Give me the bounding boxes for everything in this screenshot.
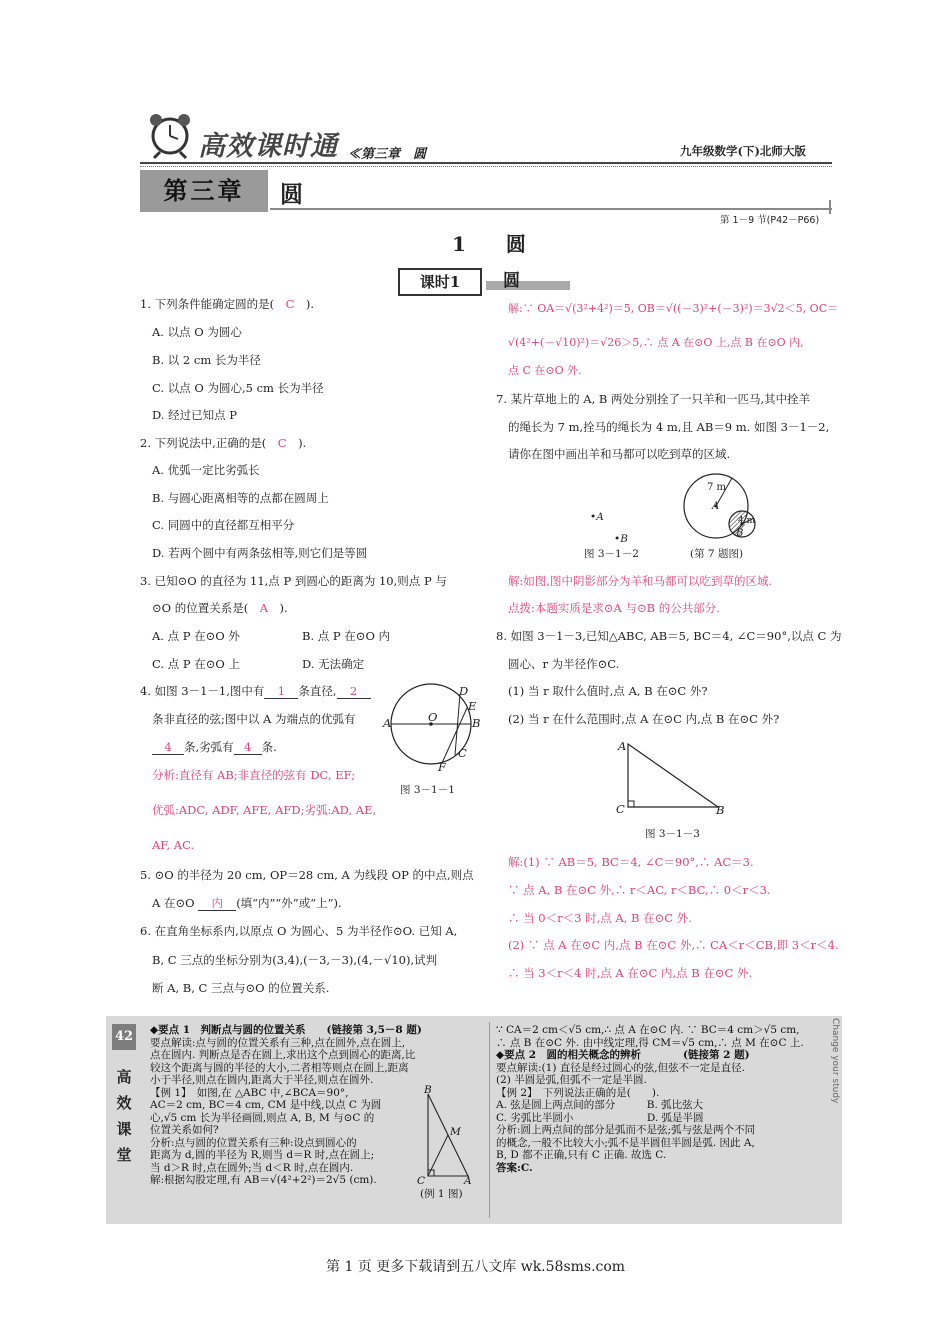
- q2-option-c: C. 同圆中的直径都互相平分: [152, 518, 295, 532]
- fig7-label-a: A: [712, 501, 720, 512]
- q8-line-3: (1) 当 r 取什么值时,点 A, B 在⊙C 外?: [508, 684, 708, 698]
- fig2-point-b: •B: [614, 533, 628, 545]
- fig7-label-b: B: [736, 528, 744, 539]
- sol7-line-1: 解:如图,图中阴影部分为羊和马都可以吃到草的区域.: [508, 574, 773, 588]
- sol6-line-3: 点 C 在⊙O 外.: [508, 364, 582, 377]
- sol8-line-3: ∴ 当 0＜r＜3 时,点 A, B 在⊙C 外.: [508, 911, 692, 925]
- q1-option-d: D. 经过已知点 P: [152, 408, 238, 422]
- side-title-char: 课: [116, 1120, 132, 1138]
- sol8-line-5: ∴ 当 3＜r＜4 时,点 A 在⊙C 内,点 B 在⊙C 外.: [508, 966, 753, 980]
- bottom-right-text: [496, 1024, 822, 1174]
- bb-left-line: 当 d＞R 时,点在圆外;当 d＜R 时,点在圆内.: [150, 1161, 354, 1174]
- q6-line-1: 6. 在直角坐标系内,以原点 O 为圆心、5 为半径作⊙O. 已知 A,: [140, 924, 458, 938]
- q3-option-a: A. 点 P 在⊙O 外: [152, 629, 240, 643]
- sol8-line-2: ∵ 点 A, B 在⊙C 外,∴ r＜AC, r＜BC,∴ 0＜r＜3.: [508, 883, 771, 897]
- bb-right-line: B, D 都不正确,只有 C 正确. 故选 C.: [496, 1149, 667, 1161]
- bb-right-line: 分析:圆上两点间的部分是弧而不是弦;弧与弦是两个不同: [496, 1124, 756, 1136]
- bb-right-line: ∴ 点 B 在⊙C 外. 由中线定理,得 CM＝√5 cm,∴ 点 M 在⊙C 上.: [496, 1036, 804, 1049]
- q4-analysis-1: 分析:直径有 AB;非直径的弦有 DC, EF;: [152, 768, 356, 782]
- q5-line-2: A 在⊙O 内 (填“内”“外”或“上”).: [152, 896, 342, 910]
- q1-option-c: C. 以点 O 为圆心,5 cm 长为半径: [152, 381, 324, 395]
- figure-3-1-3: [622, 740, 724, 812]
- side-title-char: 堂: [116, 1146, 132, 1164]
- bb-left-line: 位置关系如何?: [150, 1124, 219, 1136]
- bb-right-line: 要点解读:(1) 直径是经过圆心的弦,但弦不一定是直径.: [496, 1061, 745, 1074]
- fig1-label-c: C: [458, 746, 467, 760]
- sol8-line-1: 解:(1) ∵ AB＝5, BC＝4, ∠C＝90°,∴ AC＝3.: [508, 855, 754, 869]
- q7-line-2: 的绳长为 7 m,拴马的绳长为 4 m,且 AB＝9 m. 如图 3－1－2,: [508, 420, 830, 434]
- chapter-nav: ≪第三章 圆: [348, 147, 427, 162]
- point2-heading: ◆要点 2 圆的相关概念的辨析 (链接第 2 题): [496, 1049, 750, 1061]
- fig7-label-4m: 4 m: [738, 516, 756, 526]
- q2-stem: 2. 下列说法中,正确的是( C ).: [140, 436, 307, 450]
- q4-line-2: 条非直径的弦;图中以 A 为端点的优弧有: [152, 712, 356, 726]
- ex1-label-m: M: [450, 1126, 461, 1138]
- bb-left-line: 解:根据勾股定理,有 AB＝√(4²+2²)＝2√5 (cm).: [150, 1174, 377, 1186]
- bb-right-line: ∵ CA＝2 cm＜√5 cm,∴ 点 A 在⊙C 内. ∵ BC＝4 cm＞√5 cm,: [496, 1024, 800, 1036]
- header-logo: 高效课时通: [198, 131, 338, 162]
- box-divider: [489, 1022, 490, 1218]
- chapter-underline: [270, 208, 832, 210]
- q3-option-c: C. 点 P 在⊙O 上: [152, 657, 240, 671]
- bb-left-line: 要点解读:点与圆的位置关系有三种,点在圆外,点在圆上,: [150, 1036, 406, 1049]
- page-number: 42: [112, 1024, 136, 1050]
- q2-option-a: A. 优弧一定比劣弧长: [152, 463, 260, 477]
- bb-left-line: 小于半径,则点在圆内,距离大于半径,则点在圆外.: [150, 1074, 374, 1086]
- bb-left-line: AC＝2 cm, BC＝4 cm, CM 是中线,以点 C 为圆: [150, 1099, 382, 1111]
- sol8-line-4: (2) ∵ 点 A 在⊙C 内,点 B 在⊙C 外,∴ CA＜r＜CB,即 3＜r＜4.: [508, 938, 839, 952]
- side-title-char: 效: [116, 1094, 132, 1112]
- point1-heading: ◆要点 1 判断点与圆的位置关系 (链接第 3,5－8 题): [150, 1024, 422, 1036]
- fig2-point-a: •A: [590, 511, 604, 523]
- example2-heading: 【例 2】 下列说法正确的是( ).: [496, 1086, 660, 1099]
- fig1-caption: 图 3－1－1: [400, 784, 455, 796]
- q6-line-3: 断 A, B, C 三点与⊙O 的位置关系.: [152, 981, 330, 995]
- ex1-label-b: B: [424, 1084, 432, 1096]
- fig3-label-a: A: [618, 739, 627, 753]
- vertical-slogan: Change your study: [830, 1018, 840, 1104]
- page-footer: 第 1 页 更多下载请到五八文库 wk.58sms.com: [326, 1259, 626, 1275]
- q1-option-a: A. 以点 O 为圆心: [152, 325, 242, 339]
- answer-line: 答案:C.: [496, 1161, 533, 1174]
- bb-right-line: A. 弦是圆上两点间的部分 B. 弧比弦大: [496, 1099, 704, 1111]
- q4-analysis-3: AF, AC.: [152, 838, 195, 852]
- bb-right-line: C. 劣弧比半圆小 D. 弧是半圆: [496, 1111, 704, 1124]
- q1-option-b: B. 以 2 cm 长为半径: [152, 353, 261, 367]
- bb-left-line: 较这个距离与圆的半径的大小,二者相等则点在圆上,距离: [150, 1061, 409, 1074]
- header-logo-clock-icon: [140, 108, 198, 160]
- header-rule: [140, 162, 832, 164]
- q4-line-1: 4. 如图 3－1－1,图中有 1 条直径, 2: [140, 684, 371, 699]
- sol6-line-1: 解:∵ OA＝√(3²+4²)＝5, OB＝√((－3)²+(－3)²)＝3√2＜5, OC＝: [508, 302, 839, 315]
- q3-option-b: B. 点 P 在⊙O 内: [302, 629, 391, 643]
- bb-right-line: (2) 半圆是弧,但弧不一定是半圆.: [496, 1074, 647, 1086]
- fig1-label-e: E: [468, 699, 477, 713]
- ex1-label-a: A: [464, 1175, 472, 1187]
- q2-option-b: B. 与圆心距离相等的点都在圆周上: [152, 491, 329, 505]
- fig1-label-f: F: [438, 760, 446, 774]
- header-dotted-rule: [140, 166, 832, 167]
- sol6-line-2: √(4²+(－√10)²)＝√26＞5,∴ 点 A 在⊙O 上,点 B 在⊙O 内,: [508, 336, 804, 349]
- fig3-label-b: B: [716, 803, 725, 817]
- chapter-title: 圆: [280, 181, 303, 208]
- example1-heading: 【例 1】 如图,在 △ABC 中,∠BCA＝90°,: [150, 1086, 349, 1099]
- lesson-bar: [486, 281, 570, 290]
- chapter-edge: [829, 200, 831, 214]
- fig3-label-c: C: [616, 802, 625, 816]
- figure-example-1: [418, 1090, 474, 1186]
- ex1-label-c: C: [417, 1175, 426, 1187]
- q1-stem: 1. 下列条件能确定圆的是( C ).: [140, 297, 315, 311]
- q3-stem-2: ⊙O 的位置关系是( A ).: [152, 601, 288, 615]
- q5-line-1: 5. ⊙O 的半径为 20 cm, OP＝28 cm, A 为线段 OP 的中点,则点: [140, 868, 474, 882]
- ex1-caption: (例 1 图): [420, 1188, 463, 1200]
- q6-line-2: B, C 三点的坐标分别为(3,4),(－3,－3),(4,－√10),试判: [152, 953, 438, 967]
- fig1-label-d: D: [459, 684, 469, 698]
- fig1-label-b: B: [472, 716, 481, 730]
- fig1-label-a: A: [383, 716, 392, 730]
- side-title: [112, 1060, 136, 1174]
- bb-left-line: 心,√5 cm 长为半径画圆,则点 A, B, M 与⊙C 的: [150, 1111, 375, 1124]
- fig7-label-7m: 7 m: [707, 482, 727, 493]
- q8-line-4: (2) 当 r 在什么范围时,点 A 在⊙C 内,点 B 在⊙C 外?: [508, 712, 780, 726]
- q8-line-1: 8. 如图 3－1－3,已知△ABC, AB＝5, BC＝4, ∠C＝90°,以点 C 为: [496, 629, 842, 643]
- fig2-caption: 图 3－1－2: [584, 548, 639, 560]
- fig3-caption: 图 3－1－3: [645, 828, 700, 840]
- chapter-label: 第三章: [140, 170, 268, 212]
- q2-option-d: D. 若两个圆中有两条弦相等,则它们是等圆: [152, 546, 368, 560]
- section-title: 1 圆: [452, 232, 536, 256]
- side-title-char: 高: [116, 1068, 132, 1086]
- bb-left-line: 点在圆内. 判断点是否在圆上,求出这个点到圆心的距离,比: [150, 1049, 416, 1061]
- bb-left-line: 分析:点与圆的位置关系有三种:设点到圆心的: [150, 1136, 357, 1149]
- q4-analysis-2: 优弧:ADC, ADF, AFE, AFD;劣弧:AD, AE,: [152, 803, 377, 817]
- bb-left-line: 距离为 d,圆的半径为 R,则当 d＝R 时,点在圆上;: [150, 1149, 375, 1161]
- lesson-tag: 课时1: [398, 268, 482, 296]
- sol7-line-2: 点拨:本题实质是求⊙A 与⊙B 的公共部分.: [508, 601, 720, 615]
- q8-line-2: 圆心、r 为半径作⊙C.: [508, 657, 620, 671]
- fig1-label-o: O: [428, 710, 438, 724]
- q4-line-3: 4 条,劣弧有 4 条.: [152, 740, 277, 755]
- q3-stem-1: 3. 已知⊙O 的直径为 11,点 P 到圆心的距离为 10,则点 P 与: [140, 574, 447, 588]
- book-info: 九年级数学(下)北师大版: [680, 144, 806, 158]
- bb-right-line: 的概念,一般不比较大小;弧不是半圆但半圆是弧. 因此 A,: [496, 1136, 755, 1149]
- q7-line-1: 7. 某片草地上的 A, B 两处分别拴了一只羊和一匹马,其中拴羊: [496, 392, 811, 406]
- q3-option-d: D. 无法确定: [302, 657, 365, 671]
- fig7-caption: (第 7 题图): [690, 548, 744, 560]
- lesson-title: 圆: [503, 271, 520, 291]
- q7-line-3: 请你在图中画出羊和马都可以吃到草的区域.: [508, 447, 731, 461]
- page-range: 第 1－9 节(P42－P66): [720, 215, 820, 226]
